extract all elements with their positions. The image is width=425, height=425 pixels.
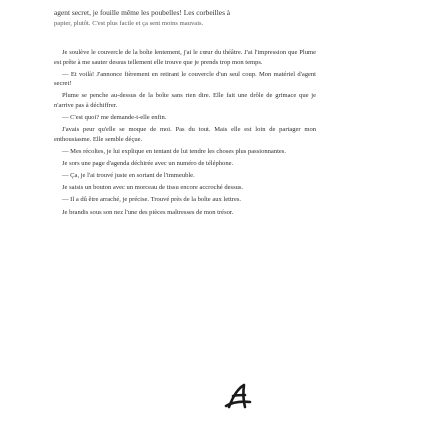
paragraph: Je sors une page d'agenda déchirée avec un numéro de téléphone. — [62, 160, 234, 168]
paragraph: Je brandis sous son nez l'une des pièces maîtresses de mon trésor. — [62, 208, 234, 216]
opening-line-2: papier, plutôt. C'est plus facile et ça sent moins mauvais. — [54, 19, 204, 27]
paragraph: — Mes récoltes, je lui explique en tentant de lui tendre les choses plus passionnantes. — [62, 147, 286, 155]
opening-line-1: agent secret, je fouille même les poubelles! Les corbeilles à — [54, 8, 231, 17]
paragraph: J'avais peur qu'elle se moque de moi. Pas du tout. Mais elle est loin de partager mon enthousiasme. Elle semble déçue. — [54, 126, 316, 143]
paragraph: Plume se penche au-dessus de la boîte sans rien dire. Elle fait une drôle de grimace que je n'arrive pas à déchiffrer. — [54, 92, 316, 109]
paragraph: — Il a dû être arraché, je précise. Trouvé près de la boîte aux lettres. — [62, 196, 242, 204]
paragraph: — Ça, je l'ai trouvé juste en sortant de l'immeuble. — [62, 172, 195, 180]
paragraph: Je soulève le couvercle de la boîte lentement, j'ai le cœur du théâtre. J'ai l'impression que Plume est prête à me sauter dessus tellement elle trouve que je prends trop mon temps. — [54, 49, 316, 66]
publisher-logo-icon — [223, 381, 253, 411]
paragraph: Je saisis un bouton avec un morceau de tissu encore accroché dessus. — [62, 184, 244, 192]
paragraph: — C'est quoi? me demande-t-elle enfin. — [62, 114, 167, 122]
story-text — [54, 48, 316, 220]
paragraph: — Et voilà! J'annonce fièrement en retirant le couvercle d'un seul coup. Mon matériel d'agent secret! — [54, 70, 316, 88]
opening-lines — [54, 8, 414, 29]
